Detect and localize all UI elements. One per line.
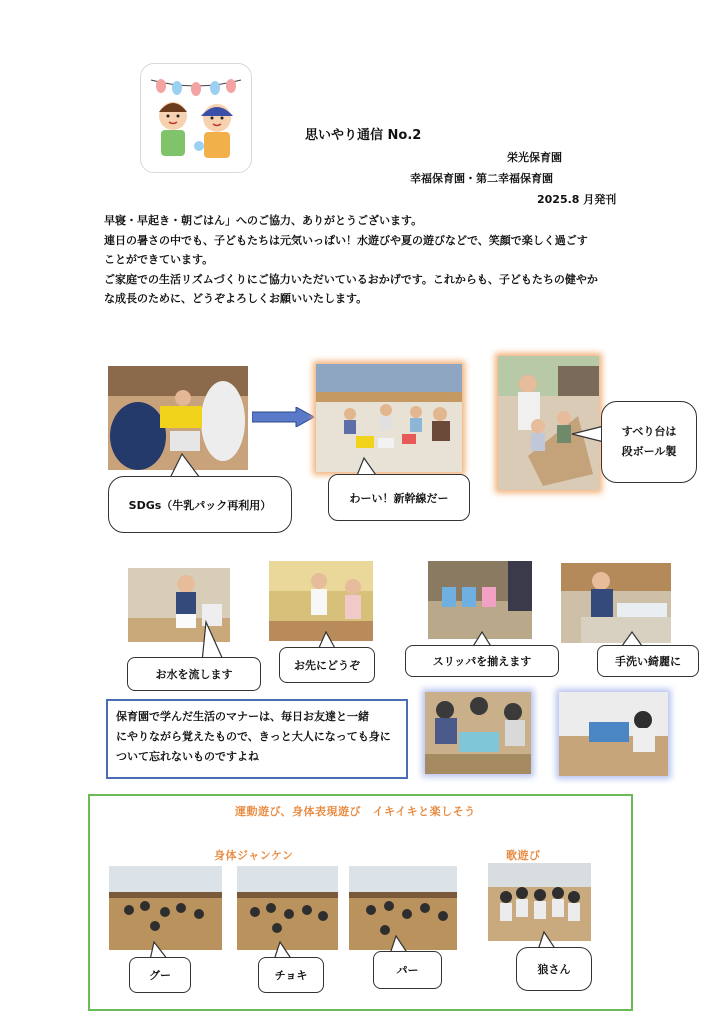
intro-line: な成長のために、どうぞよろしくお願いいたします。 <box>104 292 368 305</box>
intro-line: ことができています。 <box>104 253 214 266</box>
train-caption <box>328 474 470 521</box>
slide-caption-line: すべり台は <box>621 425 677 438</box>
right-arrow-icon <box>252 407 314 427</box>
wolf-caption <box>516 947 592 991</box>
intro-line: 早寝・早起き・朝ごはん」へのご協力、ありがとうございます。 <box>104 214 423 227</box>
publish-date: 2025.8 月発刊 <box>537 193 617 206</box>
photo-cleanup <box>559 692 668 776</box>
song-play-title: 歌遊び <box>506 849 541 862</box>
play-heading: 運動遊び、身体表現遊び イキイキと楽しそう <box>235 805 476 818</box>
manners-line: にやりながら覚えたもので、きっと大人になっても身に <box>116 730 391 743</box>
choki-caption-text: チョキ <box>274 969 308 982</box>
photo-janken-choki <box>237 866 338 950</box>
sdgs-caption-text: SDGs（牛乳パック再利用） <box>128 498 272 512</box>
manners-line: 保育園で学んだ生活のマナーは、毎日お友達と一緒 <box>116 710 369 723</box>
sdgs-caption <box>108 476 292 533</box>
choki-caption <box>258 957 324 993</box>
handwash-caption <box>597 645 699 677</box>
janken-title: 身体ジャンケン <box>214 849 294 862</box>
manners-line: ついて忘れないものですよね <box>116 750 259 763</box>
intro-text <box>104 211 628 309</box>
train-caption-text: わーい！新幹線だー <box>349 491 449 505</box>
goo-caption-text: グー <box>149 969 171 982</box>
org-name-1: 栄光保育園 <box>507 151 562 164</box>
intro-line: 連日の暑さの中でも、子どもたちは元気いっぱい！水遊びや夏の遊びなどで、笑顔で楽しく過ごす <box>104 233 588 247</box>
paa-caption-text: パー <box>396 964 419 977</box>
photo-janken-goo <box>109 866 222 950</box>
flush-caption <box>127 657 261 691</box>
flush-caption-text: お水を流します <box>155 668 233 681</box>
paa-caption <box>373 951 442 989</box>
festival-kids-illustration <box>140 63 252 173</box>
manners-message-box <box>106 699 408 779</box>
wolf-caption-text: 狼さん <box>537 963 571 976</box>
slippers-caption-text: スリッパを揃えます <box>432 655 532 668</box>
slippers-caption <box>405 645 559 677</box>
goo-caption <box>129 957 191 993</box>
photo-hand-washing <box>561 563 671 643</box>
photo-sharing-toys <box>425 692 531 774</box>
newsletter-title: 思いやり通信 No.2 <box>305 128 422 143</box>
intro-line: ご家庭での生活リズムづくりにご協力いただいているおかげです。これからも、子どもたちの健やか <box>104 272 598 286</box>
org-name-2: 幸福保育園・第二幸福保育園 <box>410 172 553 185</box>
slide-caption <box>601 401 697 483</box>
photo-after-you <box>269 561 373 641</box>
photo-slippers <box>428 561 532 639</box>
slide-caption-line: 段ボール製 <box>621 445 677 458</box>
after-you-caption <box>279 647 375 683</box>
after-you-caption-text: お先にどうぞ <box>294 659 360 672</box>
handwash-caption-text: 手洗い綺麗に <box>615 655 681 668</box>
